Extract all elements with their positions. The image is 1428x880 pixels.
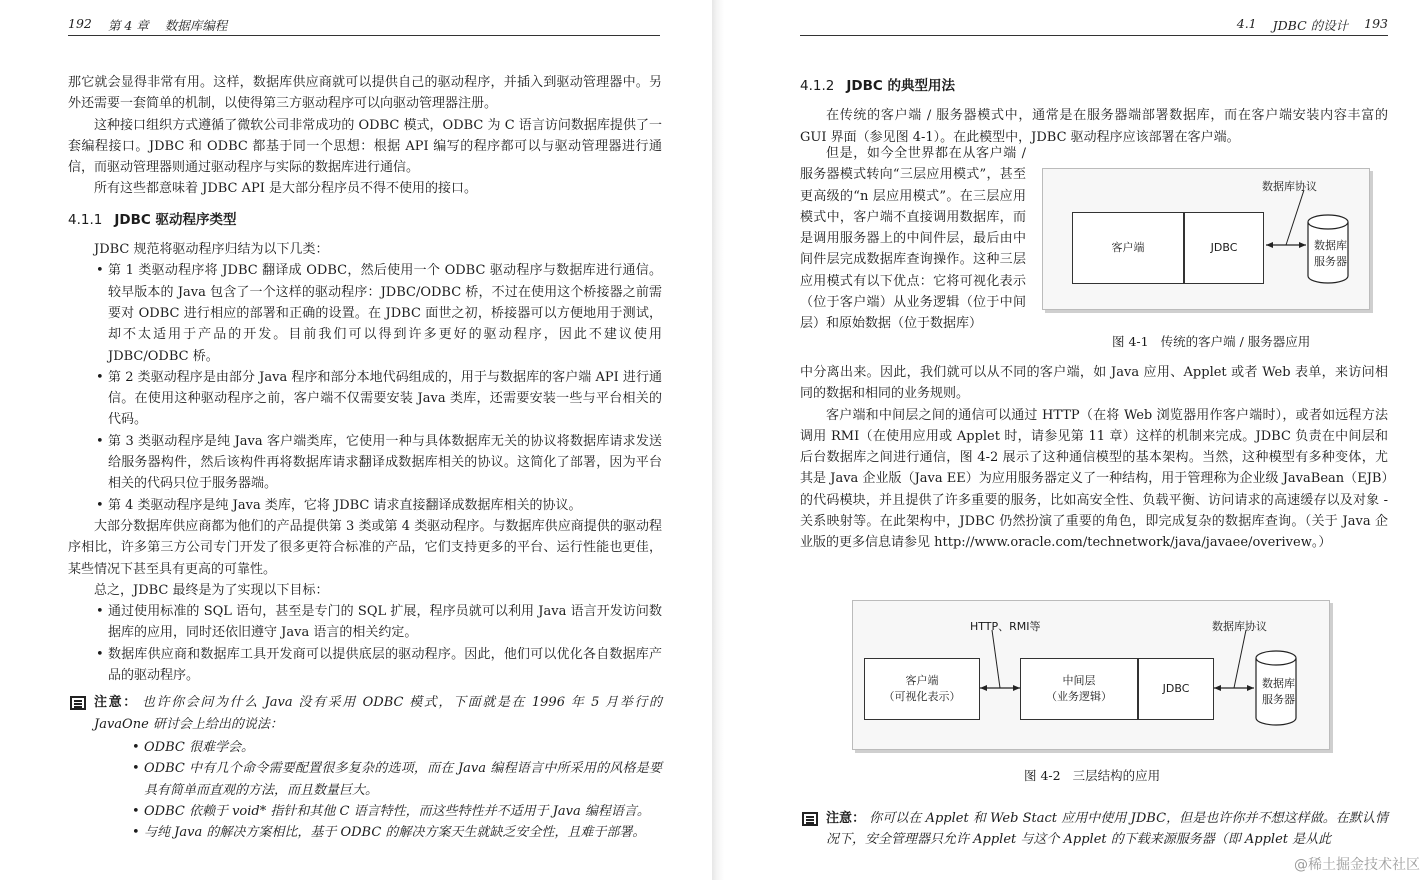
list-item: • 第 3 类驱动程序是纯 Java 客户端类库，它使用一种与具体数据库无关的协议将数据库请求发送给服务器构件，然后该构件再将数据库请求翻译成数据库相关的协议。这简化了部署，因为平台相关的代码只位于服务器端。 bbox=[68, 431, 662, 495]
left-page bbox=[0, 0, 712, 880]
section-number: 4.1.2 bbox=[800, 78, 835, 94]
right-note-block bbox=[800, 808, 1388, 851]
arrow-left bbox=[980, 685, 987, 691]
section-title: JDBC 驱动程序类型 bbox=[114, 211, 237, 228]
database-server-label bbox=[1262, 676, 1295, 708]
jdbc-box bbox=[1138, 658, 1214, 720]
right-running-head bbox=[1237, 16, 1388, 34]
note-block bbox=[68, 692, 662, 843]
jdbc-label: JDBC bbox=[1210, 241, 1238, 254]
list-item: • ODBC 中有几个命令需要配置很多复杂的选项，而在 Java 编程语言中所采用的风格是要具有简单而直观的方法，而且数量巨大。 bbox=[94, 758, 662, 801]
note-list bbox=[94, 737, 662, 843]
list-item: • 通过使用标准的 SQL 语句，甚至是专门的 SQL 扩展，程序员就可以利用 Java 语言开发访问数据库的应用，同时还依旧遵守 Java 语言的相关约定。 bbox=[68, 601, 662, 644]
caption-number: 图 4-2 bbox=[1024, 768, 1061, 783]
figure-4-1 bbox=[1042, 168, 1372, 358]
section-title: JDBC 的典型用法 bbox=[846, 78, 955, 94]
paragraph: 客户端和中间层之间的通信可以通过 HTTP（在将 Web 浏览器用作客户端时），或者如远程方法调用 RMI（在使用应用或 Applet 时，请参见第 11 章）这样的机制来完成。JDBC 负责在中间层和后台数据库之间进行通信，图 4-2 展示了这种通信模型的基本架构。当然，这种模型有多种变体，尤其是 Java 企业版（Java EE）为应用服务器定义了一种结构，用于管理称为企业级 JavaBean（EJB）的代码模块，并且提供了许多重要的服务，比如高安全性、负载平衡、访问请求的高速缓存以及对象 - 关系映射等。在此架构中，JDBC 仍然扮演了重要的角色，即完成复杂的数据库查询。（关于 Java 企业版的更多信息请参见 http://www.oracle.com/technetwork/java/javaee/overivew。） bbox=[800, 407, 1388, 551]
http-rmi-label: HTTP、RMI等 bbox=[970, 620, 1041, 633]
database-label: 数据库 bbox=[1314, 239, 1347, 252]
server-label: 服务器 bbox=[1314, 255, 1347, 268]
figure-4-2 bbox=[852, 600, 1332, 790]
left-page-number: 192 bbox=[68, 16, 92, 31]
figure-caption bbox=[1112, 332, 1310, 350]
arrow-right bbox=[1247, 685, 1254, 691]
list-item: • ODBC 很难学会。 bbox=[94, 737, 662, 758]
middle-tier-box bbox=[1020, 658, 1138, 720]
database-cylinder-top bbox=[1308, 215, 1348, 229]
client-box bbox=[1072, 212, 1184, 284]
right-body-top bbox=[800, 66, 1388, 148]
paragraph: 所有这些都意味着 JDBC API 是大部分程序员不得不使用的接口。 bbox=[94, 181, 478, 197]
right-section-title: JDBC 的设计 bbox=[1272, 18, 1349, 33]
right-section-number: 4.1 bbox=[1236, 16, 1257, 31]
section-number: 4.1.1 bbox=[68, 211, 103, 228]
watermark: @稀土掘金技术社区 bbox=[1294, 857, 1420, 873]
list-item: • 第 1 类驱动程序将 JDBC 翻译成 ODBC，然后使用一个 ODBC 驱动程序与数据库进行通信。较早版本的 Java 包含了一个这样的驱动程序：JDBC/ODBC 桥，不过在使用这个桥接器之前需要对 ODBC 进行相应的部署和正确的设置。在 JDBC 面世之初，桥接器可以方便地用于测试，却不太适用于产品的开发。目前我们可以得到许多更好的驱动程序，因此不建议使用 JDBC/ODBC 桥。 bbox=[68, 260, 662, 366]
page-gutter bbox=[712, 0, 724, 880]
list-item: • 第 4 类驱动程序是纯 Java 类库，它将 JDBC 请求直接翻译成数据库相关的协议。 bbox=[68, 495, 662, 516]
paragraph: 那它就会显得非常有用。这样，数据库供应商就可以提供自己的驱动程序，并插入到驱动管理器中。另外还需要一套简单的机制，以使得第三方驱动程序可以向驱动管理器注册。 bbox=[68, 75, 662, 112]
label-leader-line bbox=[1286, 190, 1304, 245]
driver-type-list bbox=[68, 260, 662, 516]
client-label: 客户端 bbox=[905, 674, 939, 687]
list-item: • 数据库供应商和数据库工具开发商可以提供底层的驱动程序。因此，他们可以优化各自数据库产品的驱动程序。 bbox=[68, 644, 662, 687]
note-icon bbox=[70, 696, 86, 710]
database-cylinder-top bbox=[1256, 651, 1296, 665]
right-page bbox=[724, 0, 1428, 880]
note-text: 也许你会问为什么 Java 没有采用 ODBC 模式，下面就是在 1996 年 5 月举行的 JavaOne 研讨会上给出的说法： bbox=[94, 695, 662, 732]
right-header-rule bbox=[800, 35, 1388, 36]
middle-tier-sublabel: （业务逻辑） bbox=[1046, 690, 1112, 703]
arrow-left bbox=[1266, 242, 1273, 248]
section-heading-4-1-2 bbox=[800, 76, 1388, 97]
right-body-middle bbox=[800, 362, 1388, 554]
caption-number: 图 4-1 bbox=[1112, 334, 1149, 349]
section-heading-4-1-1 bbox=[68, 210, 662, 231]
arrow-left bbox=[1214, 685, 1221, 691]
note-label: 注意： bbox=[826, 811, 866, 826]
arrow-right bbox=[1013, 685, 1020, 691]
right-page-number: 193 bbox=[1364, 16, 1388, 31]
list-item: • 第 2 类驱动程序是由部分 Java 程序和部分本地代码组成的，用于与数据库的客户端 API 进行通信。在使用这种驱动程序之前，客户端不仅需要安装 Java 类库，还需要安装一些与平台相关的代码。 bbox=[68, 367, 662, 431]
list-item: • ODBC 依赖于 void* 指针和其他 C 语言特性，而这些特性并不适用于 Java 编程语言。 bbox=[94, 801, 662, 822]
left-body bbox=[68, 72, 662, 843]
left-chapter-number: 第 4 章 bbox=[107, 18, 149, 33]
wrapped-paragraph: 但是，如今全世界都在从客户端 / 服务器模式转向“三层应用模式”，甚至更高级的“n 层应用模式”。在三层应用模式中，客户端不直接调用数据库，而是调用服务器上的中间件层，最后由中间件层完成数据库查询操作。这种三层应用模式有以下优点：它将可视化表示（位于客户端）从业务逻辑（位于中间层）和原始数据（位于数据库） bbox=[800, 146, 1026, 332]
left-header-rule bbox=[68, 35, 660, 36]
note-block bbox=[800, 808, 1388, 851]
figure-caption bbox=[1024, 766, 1160, 784]
protocol-label: 数据库协议 bbox=[1212, 620, 1267, 633]
jdbc-box bbox=[1184, 212, 1264, 284]
protocol-label: 数据库协议 bbox=[1262, 180, 1317, 193]
paragraph: 总之，JDBC 最终是为了实现以下目标： bbox=[94, 582, 329, 598]
caption-text: 传统的客户端 / 服务器应用 bbox=[1160, 334, 1311, 349]
paragraph: 大部分数据库供应商都为他们的产品提供第 3 类或第 4 类驱动程序。与数据库供应商提供的驱动程序相比，许多第三方公司专门开发了很多更符合标准的产品，它们支持更多的平台、运行性能也更佳，某些情况下甚至具有更高的可靠性。 bbox=[68, 518, 662, 577]
client-sublabel: （可视化表示） bbox=[883, 690, 961, 703]
goals-list bbox=[68, 601, 662, 686]
paragraph: JDBC 规范将驱动程序归结为以下几类： bbox=[94, 242, 329, 258]
label-leader-line bbox=[1234, 630, 1246, 688]
database-label: 数据库 bbox=[1262, 677, 1295, 690]
client-label: 客户端 bbox=[1111, 241, 1145, 254]
note-text: 你可以在 Applet 和 Web Stact 应用中使用 JDBC，但是也许你并不想这样做。在默认情况下，安全管理器只允许 Applet 与这个 Applet 的下载来源服务器（即 Applet 是从此 bbox=[826, 811, 1388, 848]
caption-text: 三层结构的应用 bbox=[1072, 768, 1161, 783]
paragraph: 中分离出来。因此，我们就可以从不同的客户端，如 Java 应用、Applet 或者 Web 表单，来访问相同的数据和相同的业务规则。 bbox=[800, 365, 1388, 402]
list-item: • 与纯 Java 的解决方案相比，基于 ODBC 的解决方案天生就缺乏安全性，且难于部署。 bbox=[94, 822, 662, 843]
left-running-head bbox=[68, 16, 227, 34]
arrow-right bbox=[1299, 242, 1306, 248]
middle-tier-label: 中间层 bbox=[1062, 674, 1096, 687]
database-server-label bbox=[1314, 238, 1347, 270]
jdbc-label: JDBC bbox=[1162, 682, 1190, 695]
left-chapter-title: 数据库编程 bbox=[164, 18, 228, 33]
label-leader-line bbox=[992, 630, 1000, 688]
note-label: 注意： bbox=[94, 695, 138, 711]
paragraph: 这种接口组织方式遵循了微软公司非常成功的 ODBC 模式，ODBC 为 C 语言访问数据库提供了一套编程接口。JDBC 和 ODBC 都基于同一个思想：根据 API 编写的程序都可以与驱动管理器进行通信，而驱动管理器则通过驱动程序与实际的数据库进行通信。 bbox=[68, 117, 662, 176]
paragraph: 在传统的客户端 / 服务器模式中，通常是在服务器端部署数据库，而在客户端安装内容丰富的 GUI 界面（参见图 4-1）。在此模型中，JDBC 驱动程序应该部署在客户端。 bbox=[800, 108, 1388, 145]
server-label: 服务器 bbox=[1262, 693, 1295, 706]
client-box bbox=[864, 658, 980, 720]
note-icon bbox=[802, 812, 818, 826]
